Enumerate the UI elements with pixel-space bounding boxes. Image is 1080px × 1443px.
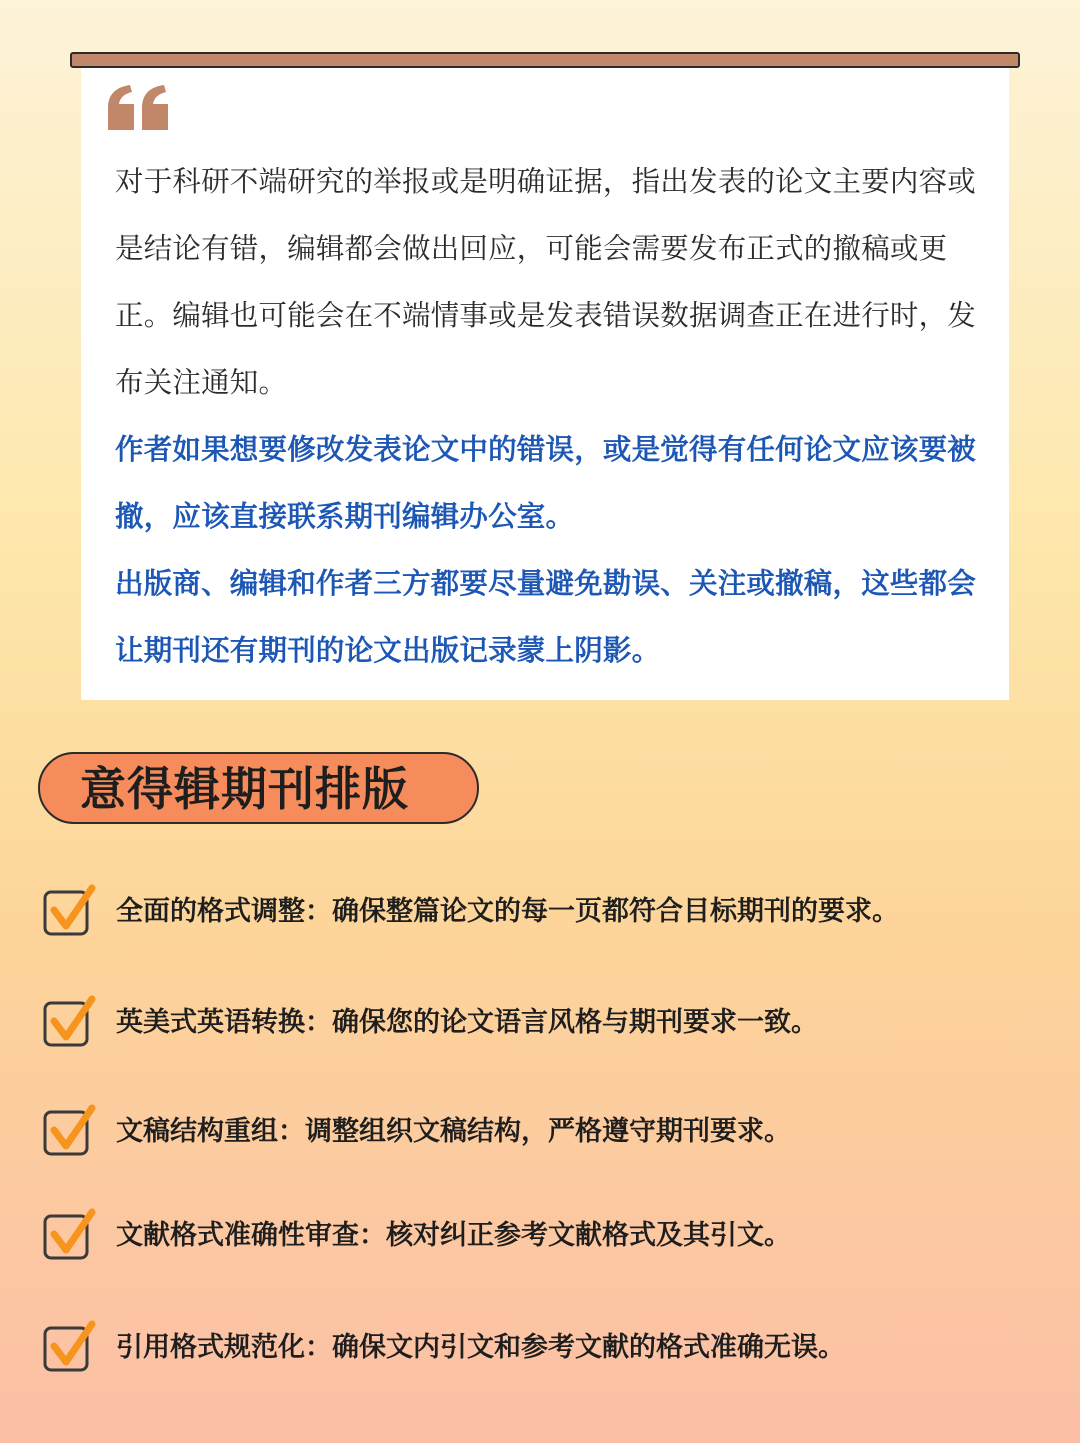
list-item — [42, 1320, 1042, 1376]
paragraph-retraction: 对于科研不端研究的举报或是明确证据，指出发表的论文主要内容或是结论有错，编辑都会做出回应，可能会需要发布正式的撤稿或更正。编辑也可能会在不端情事或是发表错误数据调查正在进行时，发布关注通知。 — [115, 165, 977, 399]
list-item — [42, 995, 1042, 1051]
checkbox-checked-icon — [42, 1104, 98, 1160]
top-decorative-bar — [70, 52, 1020, 68]
section-title: 意得辑期刊排版 — [80, 762, 409, 816]
list-item-text: 文稿结构重组：调整组织文稿结构，严格遵守期刊要求。 — [116, 1116, 791, 1147]
list-item — [42, 1104, 1042, 1160]
checkbox-checked-icon — [42, 884, 98, 940]
quote-mark-icon — [106, 84, 170, 132]
checkbox-checked-icon — [42, 1320, 98, 1376]
paragraph-avoid-errata: 出版商、编辑和作者三方都要尽量避免勘误、关注或撤稿，这些都会让期刊还有期刊的论文出版记录蒙上阴影。 — [115, 567, 977, 667]
list-item-text: 英美式英语转换：确保您的论文语言风格与期刊要求一致。 — [116, 1007, 818, 1038]
quote-text — [115, 148, 987, 684]
list-item-text: 文献格式准确性审查：核对纠正参考文献格式及其引文。 — [116, 1220, 791, 1251]
list-item — [42, 884, 1042, 940]
list-item-text: 全面的格式调整：确保整篇论文的每一页都符合目标期刊的要求。 — [116, 896, 899, 927]
list-item-text: 引用格式规范化：确保文内引文和参考文献的格式准确无误。 — [116, 1332, 845, 1363]
checkbox-checked-icon — [42, 995, 98, 1051]
paragraph-contact-editor: 作者如果想要修改发表论文中的错误，或是觉得有任何论文应该要被撤，应该直接联系期刊编辑办公室。 — [115, 433, 977, 533]
list-item — [42, 1208, 1042, 1264]
checkbox-checked-icon — [42, 1208, 98, 1264]
